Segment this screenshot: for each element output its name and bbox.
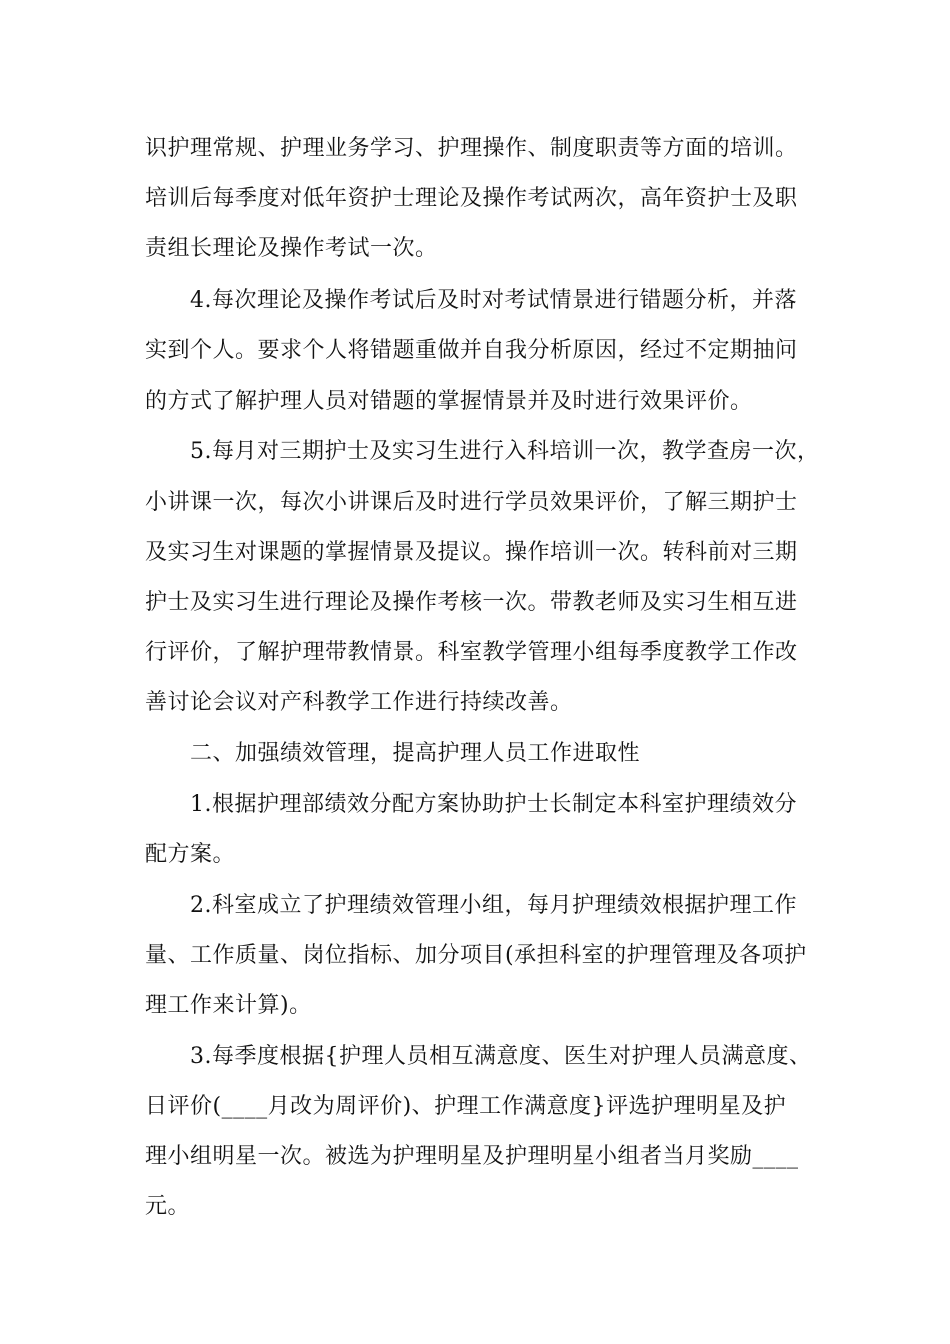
- text-line: 及实习生对课题的掌握情景及提议。操作培训一次。转科前对三期: [145, 540, 798, 565]
- text-line: 识护理常规、护理业务学习、护理操作、制度职责等方面的培训。: [145, 136, 798, 161]
- text-line: 小讲课一次，每次小讲课后及时进行学员效果评价，了解三期护士: [145, 490, 798, 515]
- text-line: 5.每月对三期护士及实习生进行入科培训一次，教学查房一次，: [190, 439, 820, 464]
- text-line: 培训后每季度对低年资护士理论及操作考试两次，高年资护士及职: [145, 186, 798, 211]
- text-line: 实到个人。要求个人将错题重做并自我分析原因，经过不定期抽问: [145, 338, 798, 363]
- text-line: 日评价(____月改为周评价)、护理工作满意度}评选护理明星及护: [145, 1094, 787, 1119]
- text-line: 量、工作质量、岗位指标、加分项目(承担科室的护理管理及各项护: [145, 943, 807, 968]
- section-heading: 二、加强绩效管理，提高护理人员工作进取性: [190, 741, 641, 766]
- text-line: 的方式了解护理人员对错题的掌握情景并及时进行效果评价。: [145, 389, 753, 414]
- text-line: 2.科室成立了护理绩效管理小组，每月护理绩效根据护理工作: [190, 893, 797, 918]
- text-line: 善讨论会议对产科教学工作进行持续改善。: [145, 690, 573, 715]
- text-line: 责组长理论及操作考试一次。: [145, 236, 438, 261]
- text-line: 4.每次理论及操作考试后及时对考试情景进行错题分析，并落: [190, 288, 797, 313]
- text-line: 理小组明星一次。被选为护理明星及护理明星小组者当月奖励____: [145, 1144, 799, 1169]
- text-line: 配方案。: [145, 842, 236, 867]
- text-line: 元。: [145, 1194, 191, 1219]
- text-line: 3.每季度根据{护理人员相互满意度、医生对护理人员满意度、: [190, 1044, 812, 1069]
- text-line: 护士及实习生进行理论及操作考核一次。带教老师及实习生相互进: [145, 590, 798, 615]
- text-line: 1.根据护理部绩效分配方案协助护士长制定本科室护理绩效分: [190, 792, 797, 817]
- text-line: 理工作来计算)。: [145, 993, 312, 1018]
- text-line: 行评价，了解护理带教情景。科室教学管理小组每季度教学工作改: [145, 640, 798, 665]
